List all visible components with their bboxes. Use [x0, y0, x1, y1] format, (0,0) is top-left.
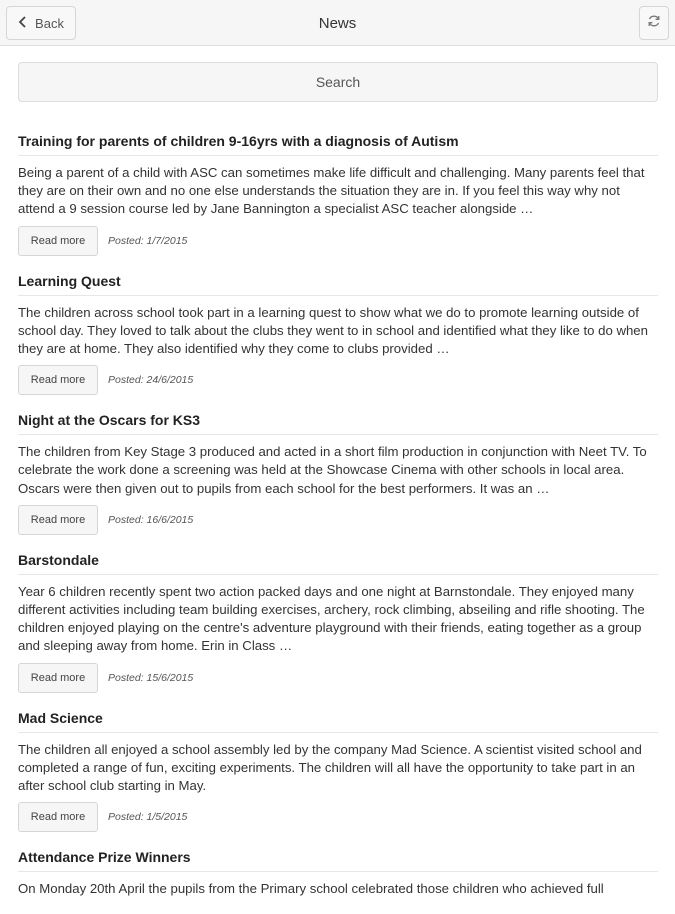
news-item-summary: Year 6 children recently spent two action packed days and one night at Barnstondale. They enjoyed many different activities including team building exercises, archery, rock climbing, abseiling and rifle shooting. The children enjoyed playing on the centre's adventure playground with their friends, eating together as a group and sleeping away from home. Erin in Class …	[18, 583, 645, 654]
search-button[interactable]: Search	[18, 62, 658, 102]
news-item	[18, 411, 658, 535]
read-more-button[interactable]: Read more	[18, 365, 98, 395]
news-item	[18, 272, 658, 396]
news-item-summary: On Monday 20th April the pupils from the Primary school celebrated those children who achieved full	[18, 881, 604, 897]
news-item-summary: Being a parent of a child with ASC can sometimes make life difficult and challenging. Many parents feel that they are on their own and no one else understands the situation they are in. If you feel this way why not attend a 9 session course led by Jane Bannington a specialist ASC teacher alongside …	[18, 165, 645, 217]
news-item-meta	[18, 226, 658, 256]
posted-date: Posted: 24/6/2015	[108, 374, 194, 387]
news-item-summary: The children across school took part in a learning quest to show what we do to promote learning outside of school day. They loved to talk about the clubs they went to in school and identified what they like to do when they are at home. They also identified why they come to clubs provided …	[18, 304, 648, 356]
news-item-summary: The children all enjoyed a school assembly led by the company Mad Science. A scientist visited school and completed a range of fun, exciting experiments. The children will all have the opportunity to take part in an after school club starting in May.	[18, 741, 642, 793]
news-item-meta	[18, 802, 658, 832]
top-bar	[0, 0, 675, 46]
read-more-button[interactable]: Read more	[18, 505, 98, 535]
refresh-button[interactable]	[639, 6, 669, 40]
back-label: Back	[35, 15, 64, 31]
page-title: News	[318, 14, 357, 32]
news-item	[18, 848, 658, 898]
posted-date: Posted: 15/6/2015	[108, 671, 194, 684]
news-item-meta	[18, 505, 658, 535]
news-item-title[interactable]: Attendance Prize Winners	[18, 848, 658, 872]
news-item-meta	[18, 663, 658, 693]
news-item-title[interactable]: Mad Science	[18, 709, 658, 733]
posted-date: Posted: 16/6/2015	[108, 513, 194, 526]
read-more-button[interactable]: Read more	[18, 663, 98, 693]
posted-date: Posted: 1/5/2015	[108, 811, 188, 824]
news-item	[18, 132, 658, 256]
news-list	[18, 132, 658, 914]
posted-date: Posted: 1/7/2015	[108, 234, 188, 247]
news-item-summary: The children from Key Stage 3 produced and acted in a short film production in conjunction with Neet TV. To celebrate the work done a screening was held at the Showcase Cinema with other schools in local area. Oscars were then given out to pupils from each school for the best performers. It was an …	[18, 444, 647, 496]
news-item-meta	[18, 365, 658, 395]
news-item-title[interactable]: Training for parents of children 9-16yrs with a diagnosis of Autism	[18, 132, 658, 156]
news-item	[18, 551, 658, 693]
read-more-button[interactable]: Read more	[18, 802, 98, 832]
refresh-icon	[647, 14, 661, 33]
news-item-title[interactable]: Night at the Oscars for KS3	[18, 411, 658, 435]
news-item-title[interactable]: Barstondale	[18, 551, 658, 575]
news-item-title[interactable]: Learning Quest	[18, 272, 658, 296]
news-item	[18, 709, 658, 833]
read-more-button[interactable]: Read more	[18, 226, 98, 256]
